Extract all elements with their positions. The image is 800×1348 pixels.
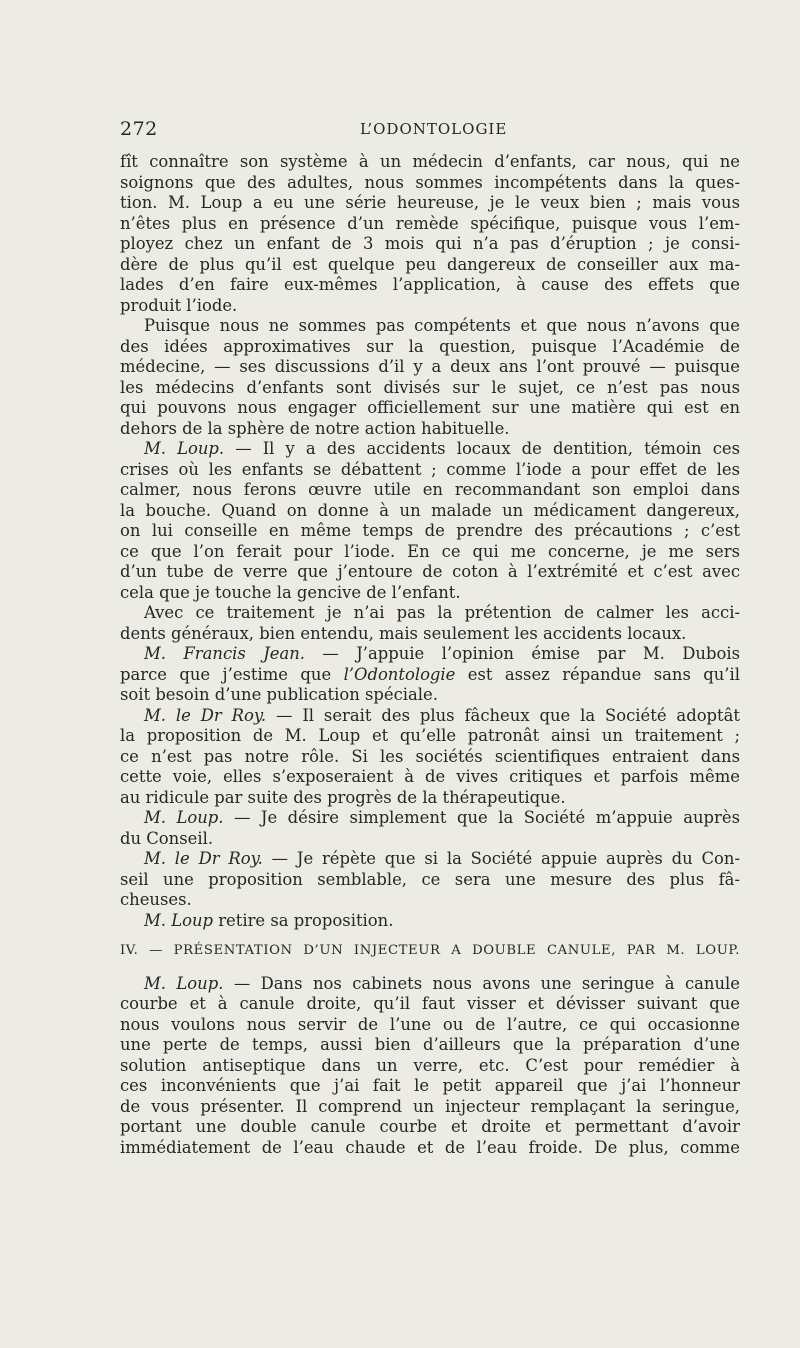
text-line [120,665,740,686]
speech-text: — Je désire simplement que la Société m’appuie auprès [223,808,740,827]
text-line: la bouche. Quand on donne à un malade un médicament dangereux, [120,500,740,520]
text-line: seil une proposition semblable, ce sera une mesure des plus fâ- [120,869,740,889]
text-line: portant une double canule courbe et droite et permettant d’avoir [120,1117,740,1136]
text-line: du Conseil. [120,828,214,848]
speech-text: — Dans nos cabinets nous avons une seringue à canule [223,973,740,993]
text-line: qui pouvons nous engager officiellement sur une matière qui est en [120,398,740,417]
text-line: on lui conseille en même temps de prendre des précautions ; c’est [120,521,740,540]
speech-text: — Il y a des accidents locaux de dentition, témoin ces [224,439,740,458]
text-line: les médecins d’enfants sont divisés sur le sujet, ce n’est pas nous [120,377,740,397]
speech-text: parce que j’estime que [120,664,344,684]
text-line: immédiatement de l’eau chaude et de l’eau froide. De plus, comme [120,1137,740,1157]
text-line: fît connaître son système à un médecin d’enfants, car nous, qui ne [120,152,740,171]
speech-text: — J’appuie l’opinion émise par M. Dubois [305,644,740,663]
page-number: 272 [120,118,158,140]
text-line: médecine, — ses discussions d’il y a deux ans l’ont prouvé — puisque [120,357,740,376]
speech-text: — Je répète que si la Société appuie auprès du Con- [262,849,740,868]
text-line: Avec ce traitement je n’ai pas la prétention de calmer les acci- [144,603,740,622]
speaker-name: M. Loup. [144,808,224,827]
text-line: ce que l’on ferait pour l’iode. En ce qui me concerne, je me sers [120,541,740,561]
text-line: courbe et à canule droite, qu’il faut visser et dévisser suivant que [120,994,740,1013]
speaker-name: M. le Dr Roy. [144,849,263,868]
text-line [120,974,740,995]
text-line: de vous présenter. Il comprend un injecteur remplaçant la seringue, [120,1096,740,1116]
speaker-name: M. Loup. [144,439,225,458]
text-line: lades d’en faire eux-mêmes l’application, à cause des effets que [120,275,740,294]
text-line [120,644,740,665]
text-line: des idées approximatives sur la question, puisque l’Académie de [120,336,740,356]
text-line: dère de plus qu’il est quelque peu dangereux de conseiller aux ma- [120,254,740,274]
speaker-name: M. Francis Jean. [144,644,305,663]
text-line: d’un tube de verre que j’entoure de coton à l’extrémité et c’est avec [120,562,740,581]
text-line: ployez chez un enfant de 3 mois qui n’a pas d’éruption ; je consi- [120,234,740,253]
text-line: solution antiseptique dans un verre, etc. C’est pour remédier à [120,1055,740,1075]
speech-text: retire sa proposition. [213,910,394,930]
speech-text: — Il serait des plus fâcheux que la Société adoptât [266,705,740,725]
speaker-name: M. Loup [144,910,214,930]
text-line: ces inconvénients que j’ai fait le petit appareil que j’ai l’honneur [120,1076,740,1095]
text-line [120,849,740,870]
text-line: dents généraux, bien entendu, mais seulement les accidents locaux. [120,623,687,643]
speech-text: est assez répandue sans qu’il [455,664,740,684]
text-line: cette voie, elles s’exposeraient à de vives critiques et parfois même [120,767,740,786]
body-text [120,152,740,1158]
text-line: cheuses. [120,890,192,909]
text-line [120,706,740,727]
text-line: nous voulons nous servir de l’une ou de l’autre, ce qui occasionne [120,1014,740,1034]
text-line: crises où les enfants se débattent ; comme l’iode a pour effet de les [120,459,740,479]
text-line [120,911,740,932]
text-line: calmer, nous ferons œuvre utile en recommandant son emploi dans [120,480,740,499]
text-line: une perte de temps, aussi bien d’ailleurs que la préparation d’une [120,1035,740,1054]
speaker-name: M. le Dr Roy. [144,705,267,725]
text-line: n’êtes plus en présence d’un remède spécifique, puisque vous l’em- [120,213,740,233]
page-header [120,118,742,142]
section-heading: IV. — PRÉSENTATION D’UN INJECTEUR A DOUBLE CANULE, PAR M. LOUP. [120,943,740,958]
text-line: dehors de la sphère de notre action habituelle. [120,418,510,438]
running-head: L’ODONTOLOGIE [360,120,508,138]
text-line: soignons que des adultes, nous sommes incompétents dans la ques- [120,172,740,192]
text-line: tion. M. Loup a eu une série heureuse, je le veux bien ; mais vous [120,193,740,212]
text-line: la proposition de M. Loup et qu’elle patronât ainsi un traitement ; [120,726,740,745]
text-line: au ridicule par suite des progrès de la thérapeutique. [120,787,566,807]
journal-title: l’Odontologie [343,664,456,684]
speaker-name: M. Loup. [144,973,224,993]
text-line: ce n’est pas notre rôle. Si les sociétés scientifiques entraient dans [120,746,740,766]
text-line: produit l’iode. [120,295,238,315]
text-line: Puisque nous ne sommes pas compétents et que nous n’avons que [144,316,740,335]
text-line: soit besoin d’une publication spéciale. [120,685,438,704]
text-line: cela que je touche la gencive de l’enfant. [120,582,461,602]
text-line [120,439,740,460]
text-line [120,808,740,829]
